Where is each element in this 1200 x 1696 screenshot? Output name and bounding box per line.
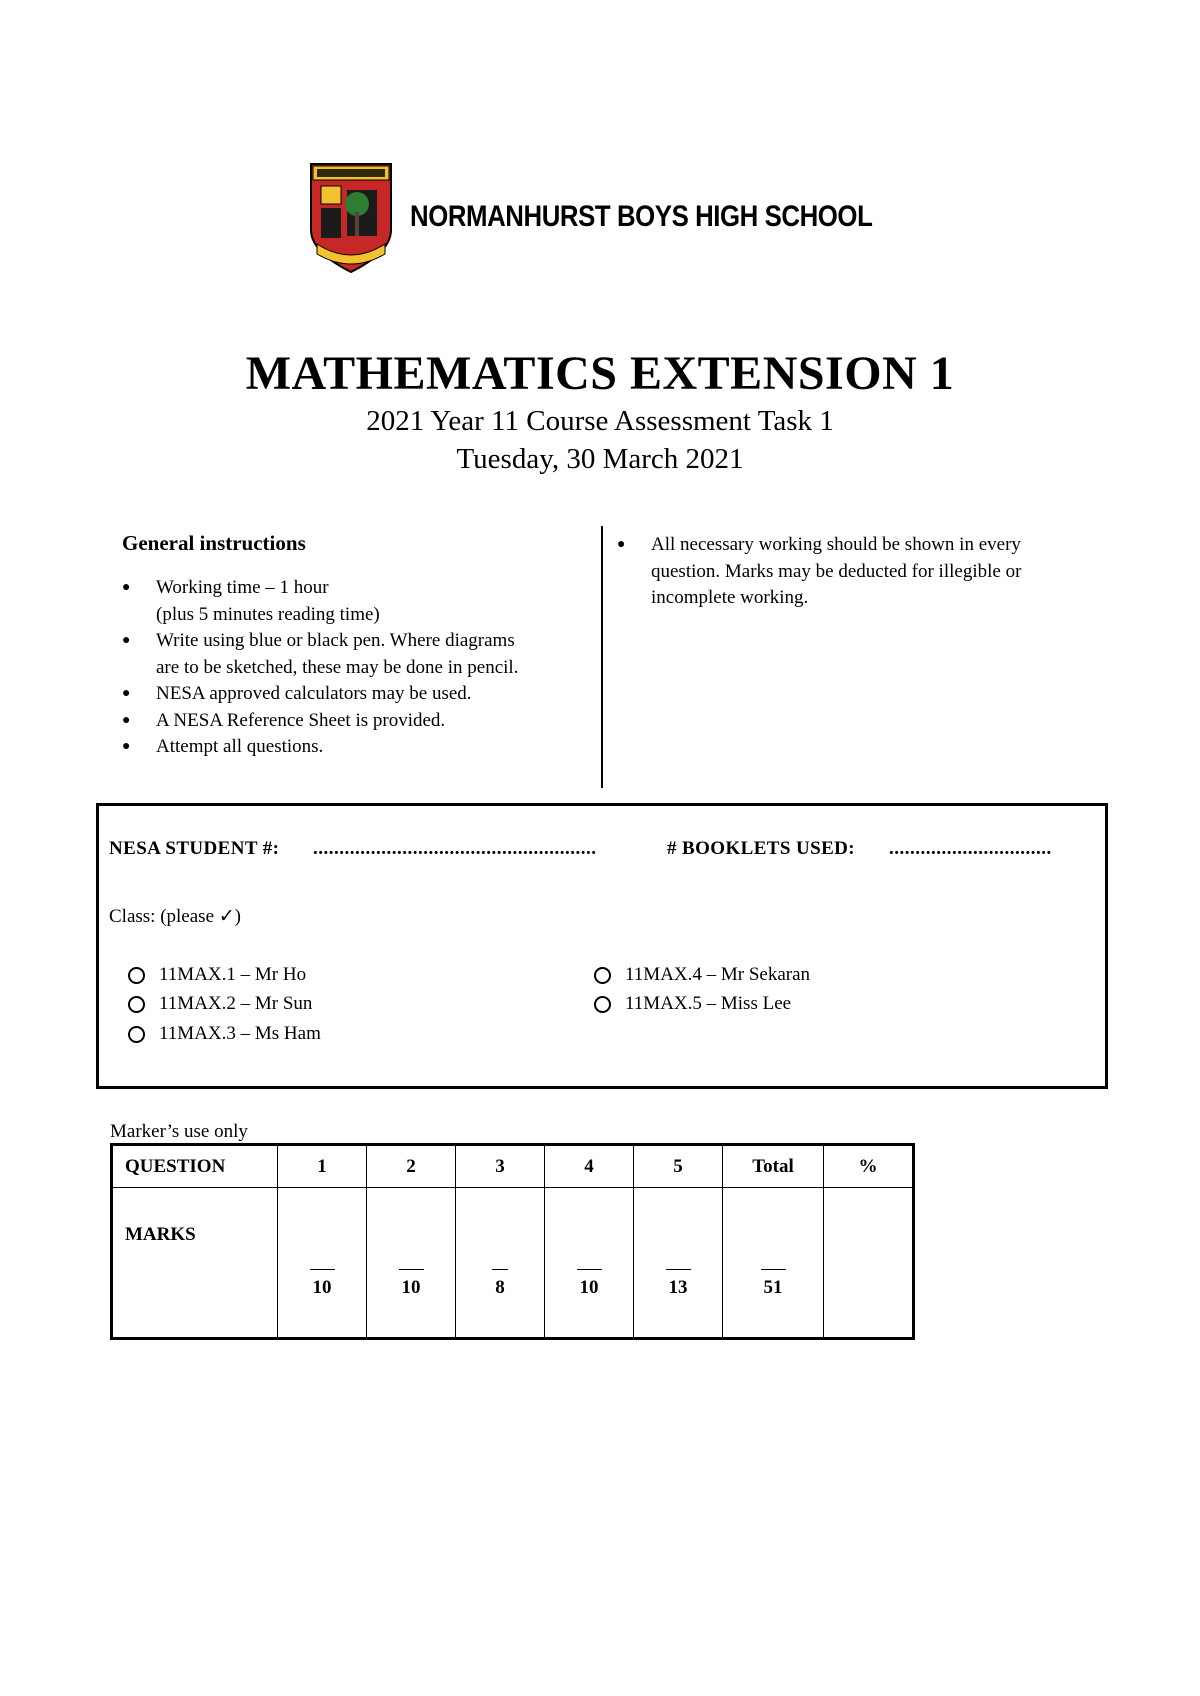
page-subtitle: 2021 Year 11 Course Assessment Task 1 bbox=[366, 405, 834, 437]
instructions-heading: General instructions bbox=[122, 531, 306, 555]
instruction-item-continued: (plus 5 minutes reading time) bbox=[156, 603, 380, 625]
booklets-used-label: # BOOKLETS USED: bbox=[667, 838, 856, 859]
marks-cell[interactable] bbox=[723, 1188, 824, 1339]
radio-circle-icon[interactable] bbox=[594, 967, 611, 984]
radio-circle-icon[interactable] bbox=[128, 967, 145, 984]
table-header-cell: 1 bbox=[278, 1145, 367, 1188]
page-title: MATHEMATICS EXTENSION 1 bbox=[245, 347, 955, 400]
max-mark: 8 bbox=[495, 1276, 505, 1298]
marks-cell[interactable] bbox=[456, 1188, 545, 1339]
class-option[interactable]: 11MAX.2 – Mr Sun bbox=[128, 991, 312, 1017]
instruction-item-continued: incomplete working. bbox=[651, 587, 809, 608]
instruction-item: ● All necessary working should be shown in every bbox=[617, 532, 1087, 559]
school-name: NORMANHURST BOYS HIGH SCHOOL bbox=[410, 200, 873, 233]
bullet-icon: ● bbox=[617, 537, 626, 552]
marker-use-caption: Marker’s use only bbox=[110, 1121, 248, 1142]
table-header-cell: QUESTION bbox=[112, 1145, 278, 1188]
radio-circle-icon[interactable] bbox=[594, 996, 611, 1013]
class-option[interactable]: 11MAX.3 – Ms Ham bbox=[128, 1021, 321, 1047]
marks-table bbox=[110, 1143, 915, 1340]
instruction-item: ● NESA approved calculators may be used. bbox=[122, 681, 602, 708]
marks-cell[interactable] bbox=[278, 1188, 367, 1339]
instruction-item-continued: question. Marks may be deducted for illegible or bbox=[651, 560, 1022, 582]
bullet-icon: ● bbox=[122, 739, 131, 754]
instruction-item: ● A NESA Reference Sheet is provided. bbox=[122, 708, 602, 735]
marks-row-label: MARKS bbox=[112, 1188, 278, 1339]
table-header-cell: 5 bbox=[634, 1145, 723, 1188]
class-label: Class: (please ✓) bbox=[109, 906, 241, 927]
table-header-cell: Total bbox=[723, 1145, 824, 1188]
nesa-student-label: NESA STUDENT #: bbox=[109, 838, 280, 859]
school-crest-logo bbox=[307, 160, 395, 276]
booklets-used-field[interactable]: ............................... bbox=[889, 838, 1052, 859]
max-mark: 13 bbox=[668, 1276, 688, 1298]
instructions-list bbox=[122, 575, 602, 761]
bullet-icon: ● bbox=[122, 686, 131, 701]
max-mark: 10 bbox=[312, 1276, 332, 1298]
table-header-cell: 3 bbox=[456, 1145, 545, 1188]
marks-cell[interactable] bbox=[634, 1188, 723, 1339]
table-header-cell: 4 bbox=[545, 1145, 634, 1188]
percent-cell[interactable] bbox=[824, 1188, 914, 1339]
instruction-item: ● Working time – 1 hour bbox=[122, 575, 602, 602]
instructions-list-right bbox=[617, 532, 1087, 612]
table-header-row bbox=[112, 1145, 914, 1188]
class-option[interactable]: 11MAX.5 – Miss Lee bbox=[594, 991, 791, 1017]
bullet-icon: ● bbox=[122, 633, 131, 648]
table-header-cell: % bbox=[824, 1145, 914, 1188]
instruction-item: ● Write using blue or black pen. Where diagrams bbox=[122, 628, 602, 655]
radio-circle-icon[interactable] bbox=[128, 1026, 145, 1043]
instruction-item-continued: are to be sketched, these may be done in pencil. bbox=[156, 656, 519, 678]
radio-circle-icon[interactable] bbox=[128, 996, 145, 1013]
max-mark: 10 bbox=[401, 1276, 421, 1298]
table-row bbox=[112, 1188, 914, 1339]
instruction-item: ● Attempt all questions. bbox=[122, 734, 602, 761]
class-option[interactable]: 11MAX.4 – Mr Sekaran bbox=[594, 962, 810, 988]
instructions-divider bbox=[601, 526, 603, 788]
max-mark: 51 bbox=[763, 1276, 783, 1298]
nesa-student-field[interactable]: ...................................................... bbox=[313, 838, 597, 859]
class-option[interactable]: 11MAX.1 – Mr Ho bbox=[128, 962, 306, 988]
exam-date: Tuesday, 30 March 2021 bbox=[456, 443, 744, 475]
max-mark: 10 bbox=[579, 1276, 599, 1298]
bullet-icon: ● bbox=[122, 580, 131, 595]
table-header-cell: 2 bbox=[367, 1145, 456, 1188]
marks-cell[interactable] bbox=[545, 1188, 634, 1339]
bullet-icon: ● bbox=[122, 712, 131, 728]
marks-cell[interactable] bbox=[367, 1188, 456, 1339]
